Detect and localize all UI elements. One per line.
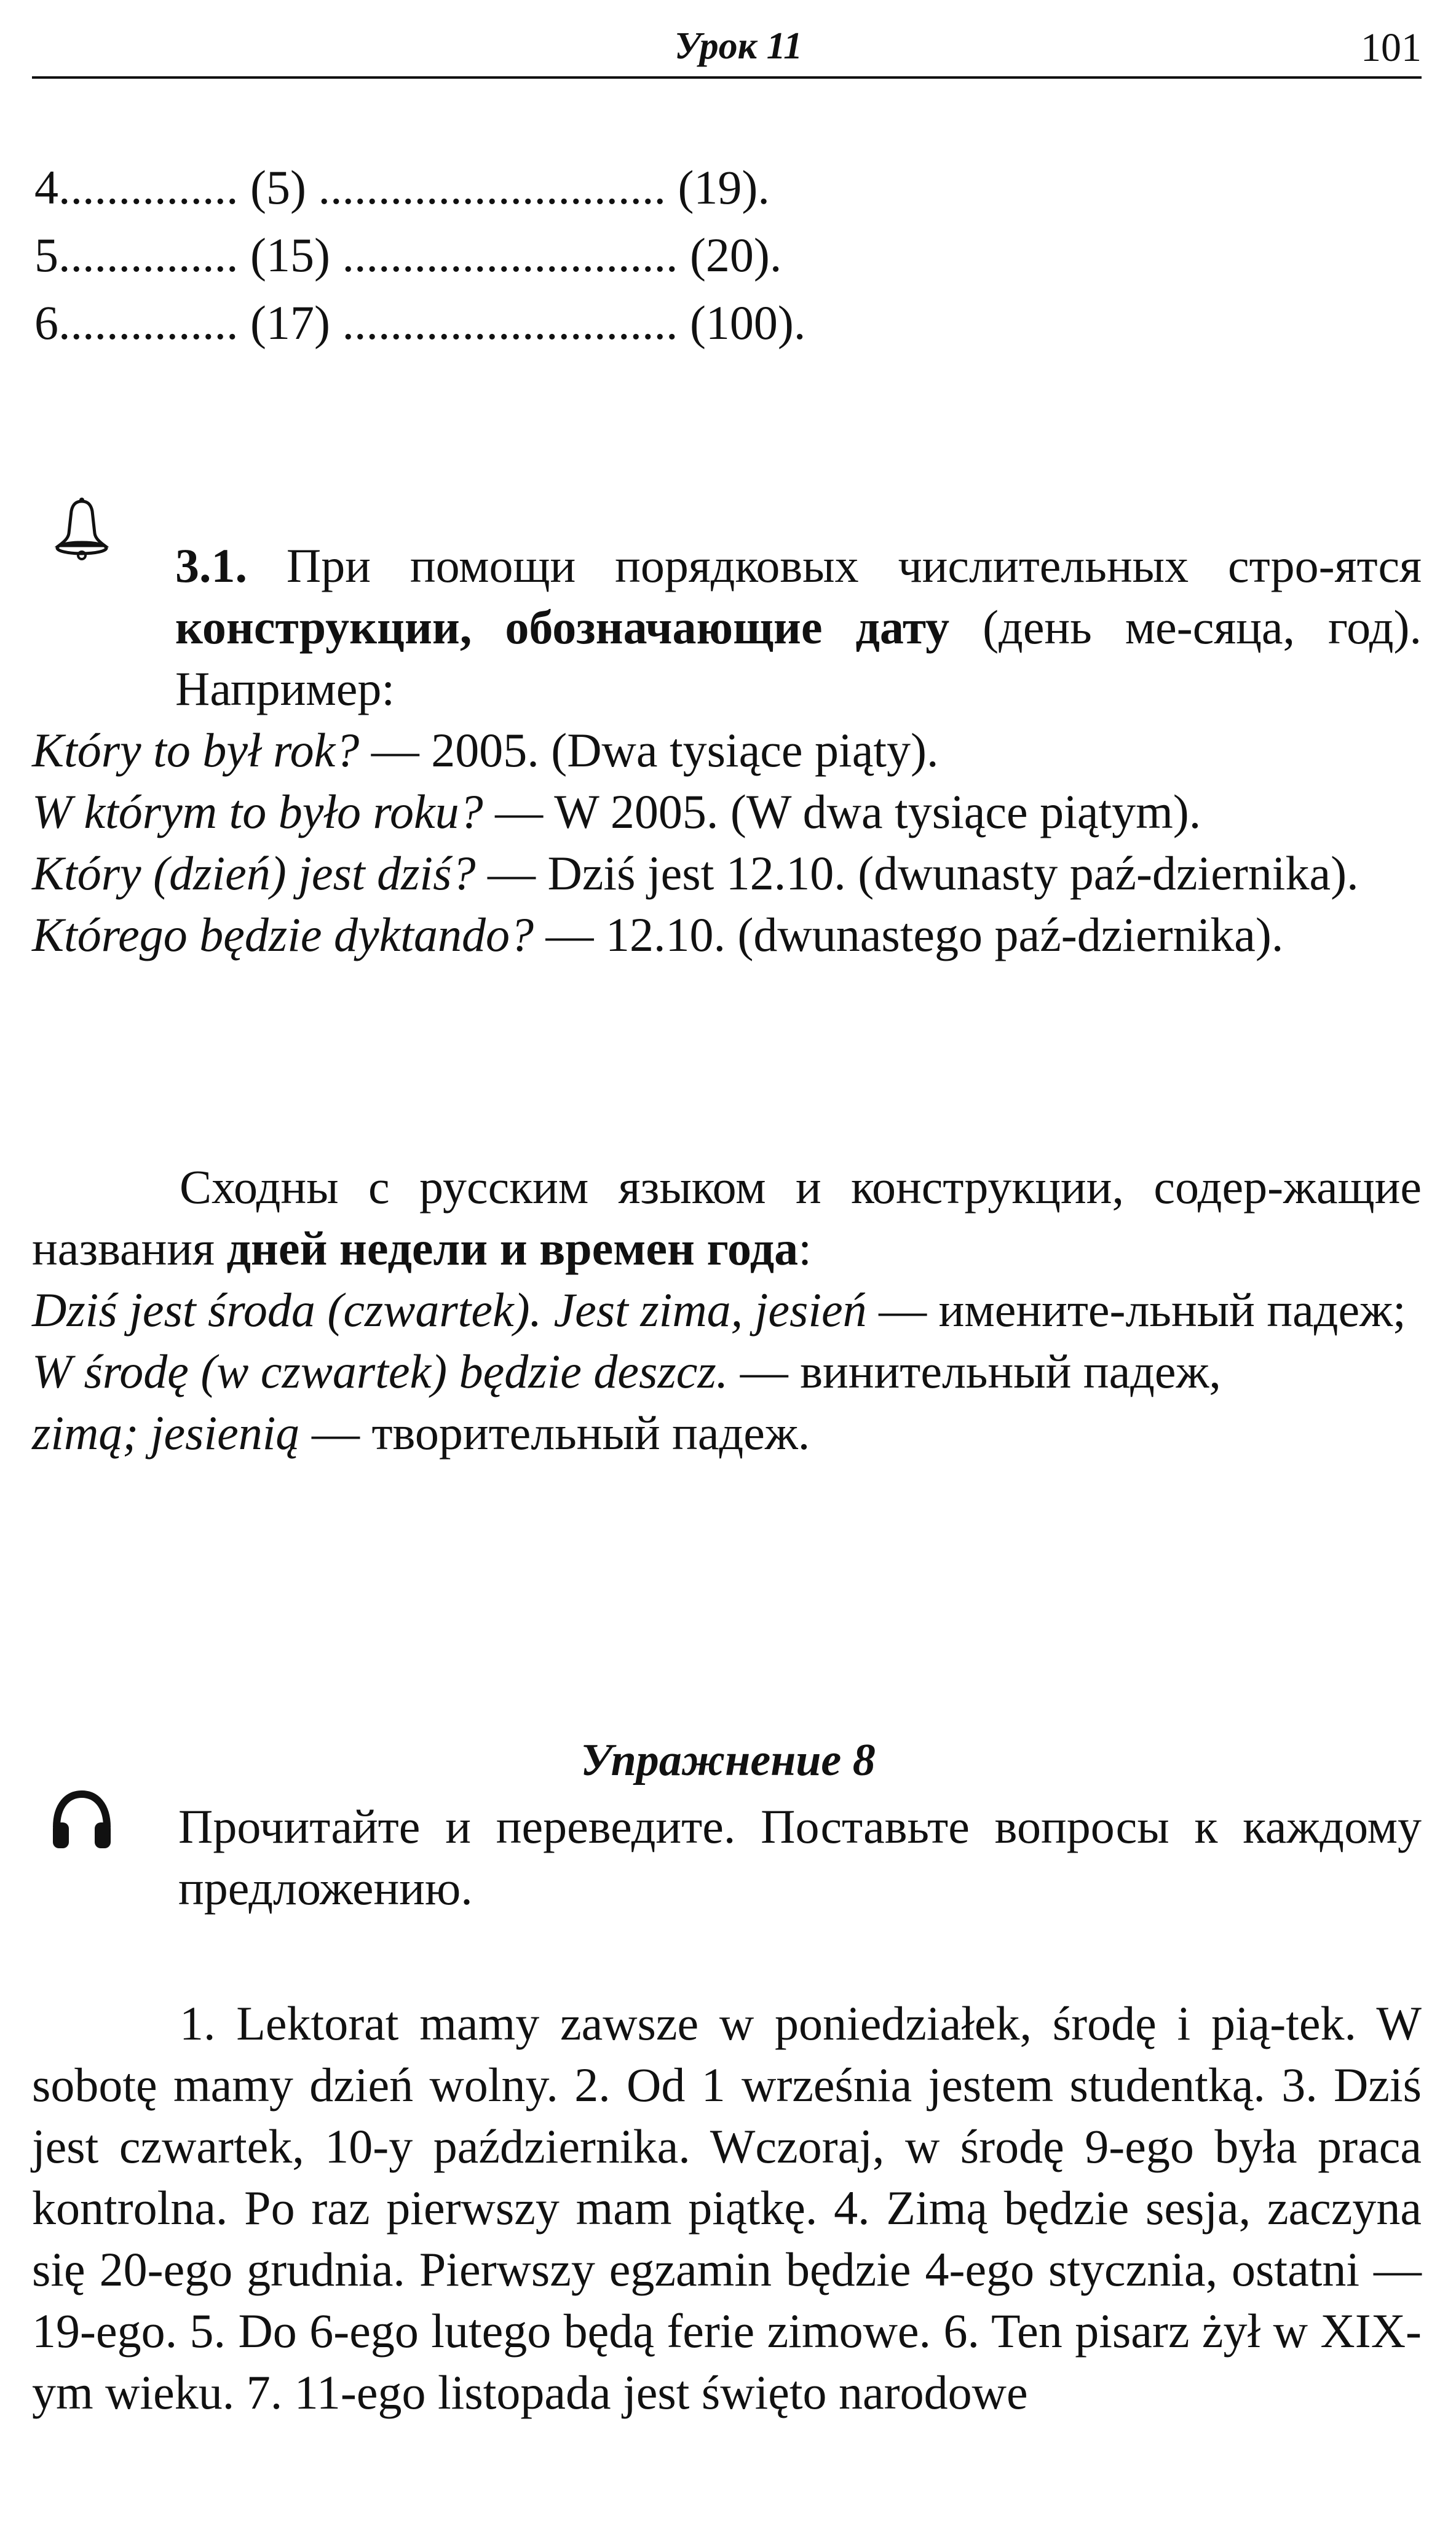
headphones-icon [48,1787,116,1854]
rule-text-part2: (день ме-сяца, год). Например: [175,600,1422,715]
case-example-polish: Dziś jest środa (czwartek). Jest zima, jesień [32,1283,867,1337]
case-example-label: — винительный падеж, [728,1345,1221,1398]
date-examples [32,720,1422,966]
running-title: Урок 11 [675,25,803,67]
case-example-label: — творительный падеж. [299,1406,810,1460]
line-end: (20). [689,228,782,282]
example-line [32,781,1422,843]
line-middle: (17) [250,296,330,349]
dot-leader: ............................ [330,296,690,349]
example-line [32,720,1422,781]
dot-leader: ............... [58,228,250,282]
exercise-line [34,221,805,289]
case-example [32,1279,1422,1341]
example-line [32,843,1422,904]
example-answer: — Dziś jest 12.10. (dwunasty paź-dziernika). [475,846,1359,900]
intro-text-part2: : [798,1222,812,1275]
line-end: (100). [689,296,806,349]
page-number: 101 [1361,25,1422,70]
example-question: Który (dzień) jest dziś? [32,846,476,900]
line-number: 6 [34,296,58,349]
case-example [32,1341,1422,1402]
case-example-polish: zimą; jesienią [32,1406,300,1460]
exercise-lines [34,154,805,357]
dot-leader: ............................ [330,228,690,282]
example-question: Który to był rok? [32,723,360,777]
dot-leader: ............... [58,161,250,214]
case-example [32,1402,1422,1464]
exercise-line [34,289,805,357]
example-question: Którego będzie dyktando? [32,908,534,961]
bell-icon [48,495,116,563]
exercise-heading: Упражнение 8 [580,1735,876,1786]
exercise-line [34,154,805,221]
rule-bold-term: конструкции, обозначающие дату [175,600,950,654]
header-rule [32,76,1422,79]
line-number: 4 [34,161,58,214]
dot-leader: ............................. [306,161,678,214]
rule-3-1-paragraph [175,535,1422,720]
example-question: W którym to było roku? [32,785,483,838]
line-middle: (15) [250,228,330,282]
days-seasons-section [32,1156,1422,1464]
intro-text-part1: Сходны с русским языком и конструкции, содер-жащие названия [32,1160,1422,1275]
rule-number: 3.1. [175,539,247,592]
line-end: (19). [678,161,770,214]
line-number: 5 [34,228,58,282]
line-middle: (5) [250,161,306,214]
intro-bold-term: дней недели и времен года [226,1222,799,1275]
dot-leader: ............... [58,296,250,349]
rule-text-part1: При помощи порядковых числительных стро-ятся [247,539,1422,592]
example-line [32,904,1422,966]
days-seasons-intro [32,1156,1422,1279]
exercise-instruction: Прочитайте и переведите. Поставьте вопросы к каждому предложению. [178,1800,1422,1915]
running-head [32,25,1422,80]
example-answer: — 12.10. (dwunastego paź-dziernika). [533,908,1284,961]
exercise-text: 1. Lektorat mamy zawsze w poniedziałek, środę i pią-tek. W sobotę mamy dzień wolny. 2. Od 1 września jestem studentką. 3. Dziś jest czwartek, 10-y października. Wczoraj, w środę 9-ego była praca kontrolna. Po raz pierwszy mam piątkę. 4. Zimą będzie sesja, zaczyna się 20-ego grudnia. Pierwszy egzamin będzie 4-ego stycznia, ostatni — 19-ego. 5. Do 6-ego lutego będą ferie zimowe. 6. Ten pisarz żył w XIX-ym wieku. 7. 11-ego listopada jest święto narodowe [32,1997,1422,2419]
example-answer: — W 2005. (W dwa tysiące piątym). [483,785,1201,838]
example-answer: — 2005. (Dwa tysiące piąty). [359,723,939,777]
case-example-polish: W środę (w czwartek) będzie deszcz. [32,1345,729,1398]
case-example-label: — имените-льный падеж; [866,1283,1406,1337]
